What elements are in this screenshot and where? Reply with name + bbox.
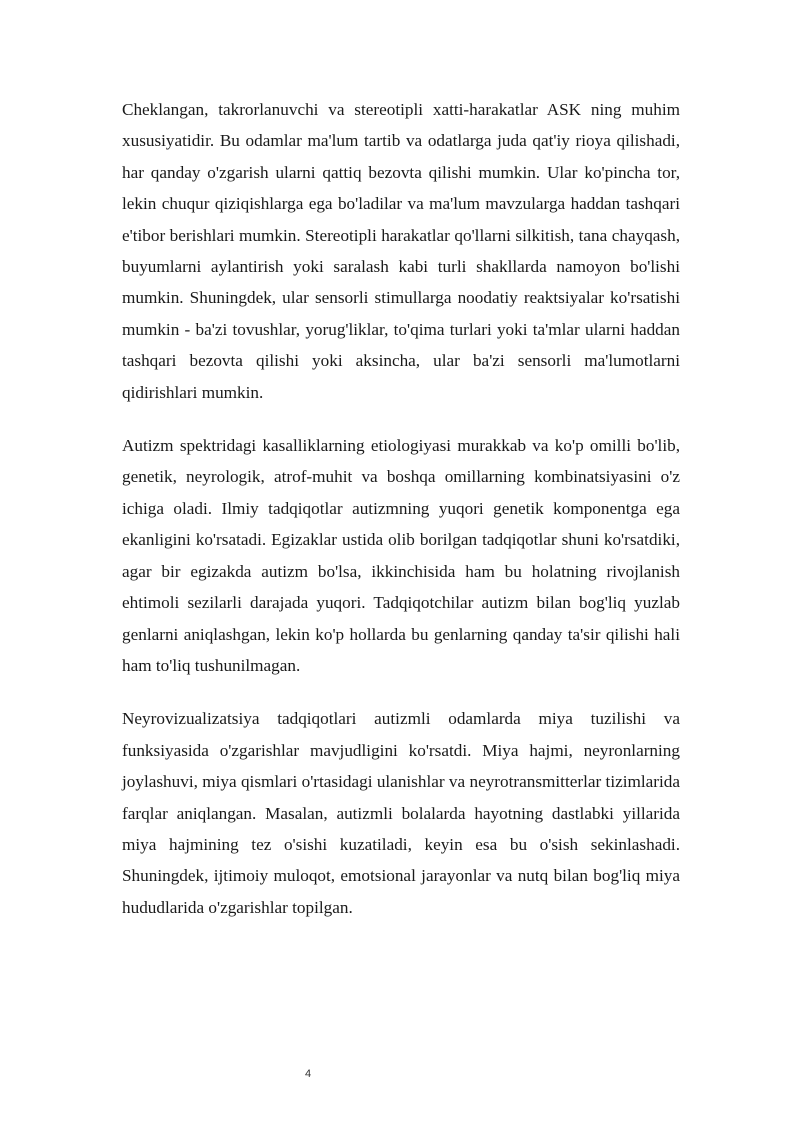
paragraph-etiology: Autizm spektridagi kasalliklarning etiologiyasi murakkab va ko'p omilli bo'lib, genetik, neyrologik, atrof-muhit va boshqa omillarning kombinatsiyasini o'z ichiga oladi. Ilmiy tadqiqotlar autizmning yuqori genetik komponentga ega ekanligini ko'rsatadi. Egizaklar ustida olib borilgan tadqiqotlar shuni ko'rsatdiki, agar bir egizakda autizm bo'lsa, ikkinchisida ham bu holatning rivojlanish ehtimoli sezilarli darajada yuqori. Tadqiqotchilar autizm bilan bog'liq yuzlab genlarni aniqlashgan, lekin ko'p hollarda bu genlarning qanday ta'sir qilishi hali ham to'liq tushunilmagan.: [122, 436, 680, 675]
paragraph-neuroimaging: Neyrovizualizatsiya tadqiqotlari autizmli odamlarda miya tuzilishi va funksiyasida o'zgarishlar mavjudligini ko'rsatdi. Miya hajmi, neyronlarning joylashuvi, miya qismlari o'rtasidagi ulanishlar va neyrotransmitterlar tizimlarida farqlar aniqlangan. Masalan, autizmli bolalarda hayotning dastlabki yillarida miya hajmining tez o'sishi kuzatiladi, keyin esa bu o'sish sekinlashadi. Shuningdek, ijtimoiy muloqot, emotsional jarayonlar va nutq bilan bog'liq miya hududlarida o'zgarishlar topilgan.: [122, 709, 680, 917]
document-body: [122, 94, 680, 945]
page-number: 4: [304, 1068, 312, 1080]
paragraph-behavior: Cheklangan, takrorlanuvchi va stereotipli xatti-harakatlar ASK ning muhim xususiyatidir. Bu odamlar ma'lum tartib va odatlarga juda qat'iy rioya qilishadi, har qanday o'zgarish ularni qattiq bezovta qilishi mumkin. Ular ko'pincha tor, lekin chuqur qiziqishlarga ega bo'ladilar va ma'lum mavzularga haddan tashqari e'tibor berishlari mumkin. Stereotipli harakatlar qo'llarni silkitish, tana chayqash, buyumlarni aylantirish yoki saralash kabi turli shakllarda namoyon bo'lishi mumkin. Shuningdek, ular sensorli stimullarga noodatiy reaktsiyalar ko'rsatishi mumkin - ba'zi tovushlar, yorug'liklar, to'qima turlari yoki ta'mlar ularni haddan tashqari bezovta qilishi yoki aksincha, ular ba'zi sensorli ma'lumotlarni qidirishlari mumkin.: [122, 100, 680, 402]
